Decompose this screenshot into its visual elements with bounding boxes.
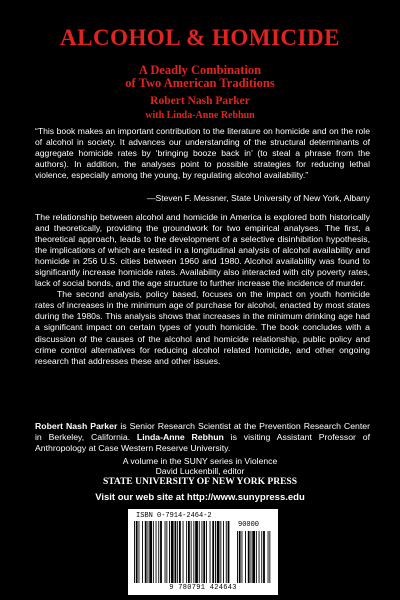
barcode-bar (191, 521, 192, 583)
barcode-bar (252, 531, 255, 583)
barcode-bar (148, 521, 149, 583)
barcode-bar (212, 521, 214, 583)
barcode-bar (226, 521, 227, 583)
barcode-bar (134, 521, 135, 583)
barcode-bar (160, 521, 162, 583)
subtitle-line-1: A Deadly Combination (138, 63, 262, 77)
barcode-bar (183, 521, 184, 583)
barcode-bar (245, 531, 246, 583)
bio-name-rebhun: Linda-Anne Rebhun (136, 432, 224, 442)
barcode-bar (169, 521, 170, 583)
barcode-bar (228, 521, 230, 583)
bio-text-rebhun: is visiting Assistant Professor of Anthropology at Case Western Reserve University. (35, 432, 370, 453)
author-bio (35, 421, 370, 454)
barcode-bar (203, 521, 205, 583)
description-paragraph-2: The second analysis, policy based, focuses on the impact on youth homicide rates of increases in the minimum age of purchase for alcohol, enacted by most states during the 1980s. This analysis shows that increases in the minimum drinking age had a significant impact on certain types of youth homicide. The book concludes with a discussion of the causes of the alcohol and homicide relationship, public policy and crime control alternatives for reducing alcohol related homicide, and other ongoing research that addresses these and other issues. (35, 289, 370, 366)
barcode-bar (259, 531, 260, 583)
publisher-name: STATE UNIVERSITY OF NEW YORK PRESS (103, 477, 297, 487)
barcode-bar (217, 521, 220, 583)
barcode-bar (239, 531, 241, 583)
series-line: A volume in the SUNY series in Violence (122, 456, 278, 466)
barcode-bar (142, 521, 143, 583)
series-editor: David Luckenbill, editor (155, 466, 245, 476)
barcode-bar (237, 531, 238, 583)
barcode-bar (220, 521, 221, 583)
description-paragraph-1: The relationship between alcohol and homicide in America is explored both historically and theoretically, providing the groundwork for two empirical analyses. The first, a theoretical approach, leads to the development of a selective disinhibition hypothesis, the implications of which are tested in a longitudinal analysis of alcohol availability and homicide in 256 U.S. cities between 1960 and 1980. Alcohol availability was found to significantly increase homicide rates. Availability also interacted with city poverty rates, lack of social bonds, and the age structure to further increase the incidence of murder. (35, 212, 370, 289)
author-primary: Robert Nash Parker (150, 95, 250, 107)
barcode-bar (186, 521, 187, 583)
barcode-bar (166, 521, 167, 583)
bio-text-parker: is Senior Research Scientist at the Prevention Research Center in Berkeley, California. (35, 421, 370, 442)
barcode-bar (269, 531, 270, 583)
barcode-bar (153, 521, 154, 583)
barcode-bar (206, 521, 207, 583)
barcode-bar (179, 521, 181, 583)
barcode-bar (223, 521, 224, 583)
barcode-bar (199, 521, 200, 583)
barcode-bar (248, 531, 250, 583)
price-code: 90000 (238, 521, 260, 529)
barcode-bar (145, 521, 147, 583)
barcode-box (128, 509, 278, 595)
barcode-bar (171, 521, 174, 583)
book-description (35, 212, 370, 367)
barcode-bar (251, 531, 252, 583)
barcode-bar (261, 531, 262, 583)
barcode-bar (210, 521, 211, 583)
barcode-bar (175, 521, 177, 583)
barcode-bar (139, 521, 140, 583)
barcode-bar (268, 531, 269, 583)
book-title: ALCOHOL & HOMICIDE (60, 25, 340, 50)
subtitle-line-2: of Two American Traditions (125, 76, 275, 90)
barcode-bar (149, 521, 152, 583)
isbn-label: ISBN 0-7914-2464-2 (136, 512, 212, 520)
book-subtitle (0, 64, 400, 90)
ean-number: 9 780791 424643 (169, 584, 237, 592)
barcode-bar (256, 531, 257, 583)
series-info (0, 456, 400, 476)
endorsement-quote: “This book makes an important contribution to the literature on homicide and on the role of alcohol in society. It advances our understanding of the structural determinants of aggregate homicide rates by ‘bringing booze back in’ (to steal a phrase from the authors). In addition, the analyses point to possible strategies for reducing lethal violence, especially among the young, by regulating alcohol availability.” (35, 126, 370, 180)
publisher-website: Visit our web site at http://www.sunypress.edu (95, 492, 305, 503)
barcode-bar (156, 521, 157, 583)
barcode-bar (177, 521, 178, 583)
barcode-bar (158, 521, 159, 583)
barcode-bar (242, 531, 243, 583)
barcode-bar (195, 521, 198, 583)
barcode-bar (188, 521, 190, 583)
barcode-bar (136, 521, 138, 583)
barcode-bar (193, 521, 194, 583)
author-secondary: with Linda-Anne Rebhun (145, 110, 255, 121)
barcode-bars (134, 519, 272, 585)
barcode-bar (215, 521, 216, 583)
barcode-bar (202, 521, 203, 583)
barcode-bar (263, 531, 265, 583)
barcode-bar (165, 521, 166, 583)
endorsement-attribution: —Steven F. Messner, State University of New York, Albany (146, 193, 370, 203)
bio-name-parker: Robert Nash Parker (35, 421, 118, 431)
